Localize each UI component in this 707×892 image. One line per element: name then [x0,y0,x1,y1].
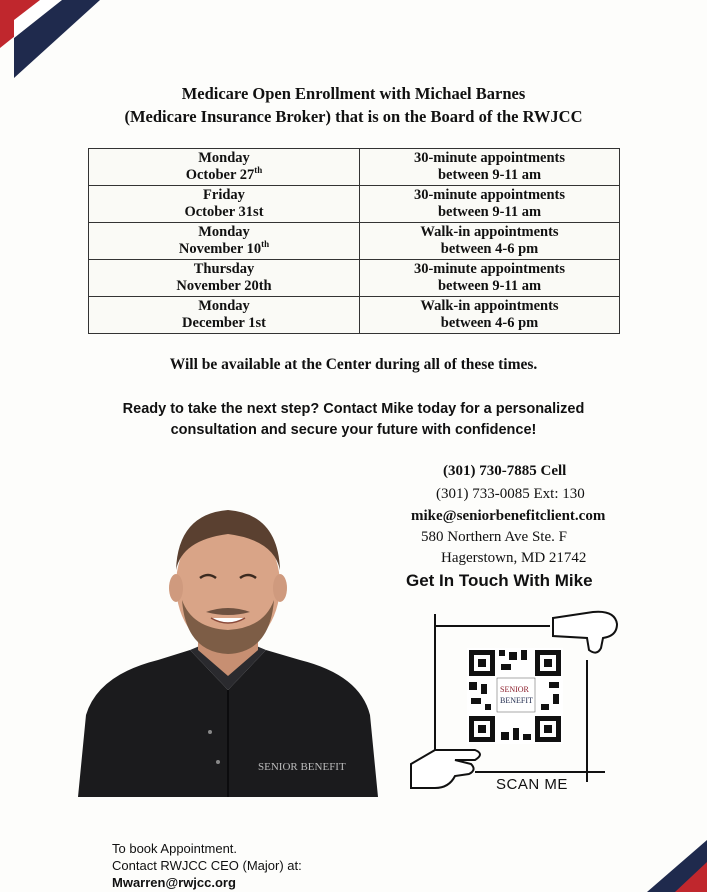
appointment-time: between 4-6 pm [440,241,539,257]
schedule-date: December 1st [182,315,266,331]
schedule-date-cell [89,297,360,334]
schedule-date: October 27th [185,165,263,183]
shirt-logo: SENIOR BENEFIT [258,761,346,773]
schedule-time-cell [360,149,620,186]
booking-line-1: To book Appointment. [112,841,238,856]
schedule-time-cell [360,260,620,297]
schedule-date-cell [89,186,360,223]
appointment-type: 30-minute appointments [413,150,566,166]
table-row [89,297,620,334]
table-row [89,223,620,260]
address-line-1: 580 Northern Ave Ste. F [421,529,567,545]
cta-line-2: consultation and secure your future with confidence! [170,422,537,438]
booking-line-2: Contact RWJCC CEO (Major) at: [112,858,302,873]
appointment-type: Walk-in appointments [420,224,559,240]
schedule-day: Monday [198,150,250,166]
cta-line-1: Ready to take the next step? Contact Mike today for a personalized [122,401,585,417]
office-phone: (301) 733-0085 Ext: 130 [436,486,585,502]
svg-text:BENEFIT: BENEFIT [500,696,533,705]
schedule-date-cell [89,223,360,260]
title-line-1: Medicare Open Enrollment with Michael Barnes [181,84,526,103]
schedule-time-cell [360,297,620,334]
schedule-time-cell [360,186,620,223]
corner-stripe-bottom-right [617,832,707,892]
address-line-2: Hagerstown, MD 21742 [441,550,587,566]
schedule-table [88,148,620,334]
corner-stripe-top-left [0,0,120,90]
appointment-time: between 9-11 am [437,167,542,183]
booking-email[interactable]: Mwarren@rwjcc.org [112,875,236,890]
schedule-date: November 20th [176,278,272,294]
appointment-type: Walk-in appointments [420,298,559,314]
schedule-day: Friday [203,187,245,203]
table-row [89,186,620,223]
svg-text:SENIOR: SENIOR [500,685,529,694]
schedule-day: Monday [198,298,250,314]
cell-phone: (301) 730-7885 Cell [443,463,567,479]
appointment-time: between 9-11 am [437,204,542,220]
appointment-time: between 9-11 am [437,278,542,294]
schedule-date-cell [89,260,360,297]
qr-code [467,648,563,744]
appointment-type: 30-minute appointments [413,261,566,277]
availability-note: Will be available at the Center during all of these times. [169,356,538,373]
appointment-time: between 4-6 pm [440,315,539,331]
schedule-date: October 31st [184,204,264,220]
scan-me-label: SCAN ME [496,776,568,793]
schedule-day: Thursday [193,261,255,277]
table-row [89,149,620,186]
table-row [89,260,620,297]
schedule-date-cell [89,149,360,186]
schedule-day: Monday [198,224,250,240]
get-in-touch-heading: Get In Touch With Mike [406,571,593,590]
schedule-date: November 10th [178,239,270,257]
schedule-time-cell [360,223,620,260]
appointment-type: 30-minute appointments [413,187,566,203]
title-line-2: (Medicare Insurance Broker) that is on the Board of the RWJCC [124,107,583,126]
contact-email[interactable]: mike@seniorbenefitclient.com [411,508,606,524]
portrait-photo [78,500,378,797]
